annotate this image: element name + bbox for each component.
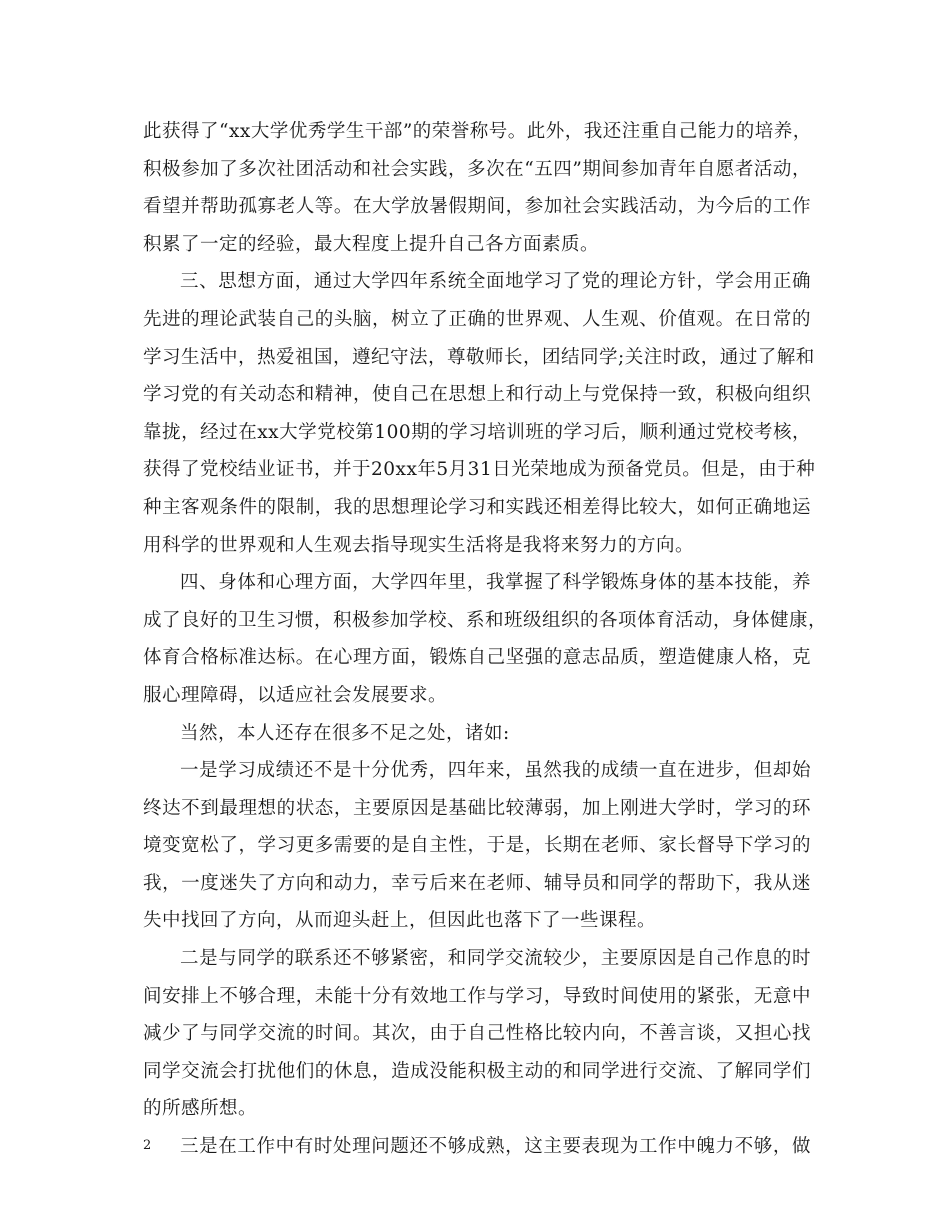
text-line: 靠拢，经过在xx大学党校第100期的学习培训班的学习后，顺利通过党校考核， <box>143 421 811 443</box>
text-line: 先进的理论武装自己的头脑，树立了正确的世界观、人生观、价值观。在日常的 <box>143 308 811 330</box>
text-line: 学习党的有关动态和精神，使自己在思想上和行动上与党保持一致，积极向组织 <box>143 384 811 406</box>
text-line: 三、思想方面，通过大学四年系统全面地学习了党的理论方针，学会用正确 <box>180 271 811 293</box>
text-line: 此获得了“xx大学优秀学生干部”的荣誉称号。此外，我还注重自己能力的培养， <box>143 121 812 142</box>
text-line: 用科学的世界观和人生观去指导现实生活将是我将来努力的方向。 <box>143 534 695 556</box>
text-line: 二是与同学的联系还不够紧密，和同学交流较少，主要原因是自己作息的时 <box>180 948 811 970</box>
text-line: 三是在工作中有时处理问题还不够成熟，这主要表现为工作中魄力不够，做 <box>180 1136 811 1158</box>
text-line: 学习生活中，热爱祖国，遵纪守法，尊敬师长，团结同学;关注时政，通过了解和 <box>143 346 815 368</box>
text-line: 体育合格标准达标。在心理方面，锻炼自己坚强的意志品质，塑造健康人格，克 <box>143 647 811 669</box>
text-line: 积极参加了多次社团活动和社会实践，多次在“五四”期间参加青年自愿者活动， <box>143 158 811 180</box>
body-text <box>143 113 828 1166</box>
text-line: 境变宽松了，学习更多需要的是自主性，于是，长期在老师、家长督导下学习的 <box>143 835 811 857</box>
text-line: 获得了党校结业证书，并于20xx年5月31日光荣地成为预备党员。但是，由于种 <box>143 459 816 481</box>
text-line: 间安排上不够合理，未能十分有效地工作与学习，导致时间使用的紧张，无意中 <box>143 985 811 1007</box>
text-line: 失中找回了方向，从而迎头赶上，但因此也落下了一些课程。 <box>143 910 657 932</box>
text-line: 种主客观条件的限制，我的思想理论学习和实践还相差得比较大，如何正确地运 <box>143 496 811 518</box>
text-line: 当然，本人还存在很多不足之处，诸如: <box>180 722 510 744</box>
text-line: 四、身体和心理方面，大学四年里，我掌握了科学锻炼身体的基本技能，养 <box>180 572 811 594</box>
text-line: 我，一度迷失了方向和动力，幸亏后来在老师、辅导员和同学的帮助下，我从迷 <box>143 872 811 894</box>
text-line: 终达不到最理想的状态，主要原因是基础比较薄弱，加上刚进大学时，学习的环 <box>143 797 811 819</box>
text-line: 一是学习成绩还不是十分优秀，四年来，虽然我的成绩一直在进步，但却始 <box>180 760 811 782</box>
page-number: 2 <box>143 1138 152 1153</box>
text-line: 减少了与同学交流的时间。其次，由于自己性格比较内向，不善言谈，又担心找 <box>143 1023 811 1045</box>
text-line: 积累了一定的经验，最大程度上提升自己各方面素质。 <box>143 233 600 255</box>
text-line: 的所感所想。 <box>143 1098 258 1120</box>
text-line: 看望并帮助孤寡老人等。在大学放暑假期间，参加社会实践活动，为今后的工作 <box>143 196 811 218</box>
text-line: 成了良好的卫生习惯，积极参加学校、系和班级组织的各项体育活动，身体健康， <box>143 609 828 631</box>
text-line: 服心理障碍，以适应社会发展要求。 <box>143 684 448 706</box>
text-line: 同学交流会打扰他们的休息，造成没能积极主动的和同学进行交流、了解同学们 <box>143 1060 811 1082</box>
